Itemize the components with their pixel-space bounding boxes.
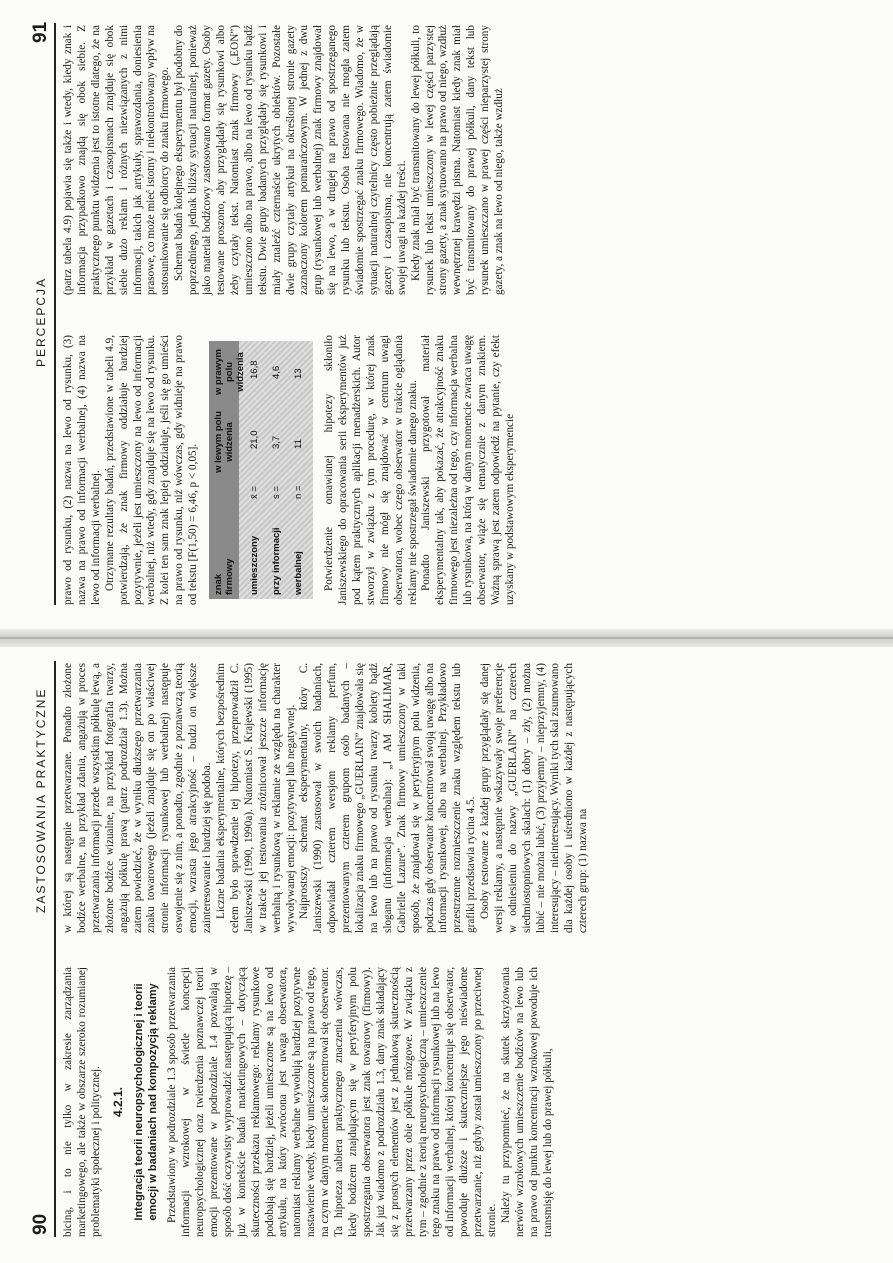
stat-symbol: s =	[271, 486, 283, 499]
table-corner-label: znak firmowy	[213, 558, 236, 595]
paragraph: (patrz tabela 4.9) pojawia się także i wtedy, kiedy znak i informacja przypadkowo znajdą się obok siebie. Z praktycznego punktu widzenia jest to istotne dlatego, że na przykład w gazetach i czasopismach znajduje się obok siebie dużo reklam i różnych niezwiązanych z nimi informacji, takich jak artykuły, sprawozdania, doniesienia prasowe, co może mieć istotny i niekontrolowany wpływ na ustosunkowanie się odbiorcy do znaku firmowego.	[62, 25, 172, 295]
paragraph: biciną, i to nie tylko w zakresie zarządzania marketingowego, ale także w obszarze szeroko rozumianej problematyki społecznej i politycznej.	[62, 967, 102, 1237]
book-gutter	[0, 629, 893, 647]
paragraph: Schemat badań kolejnego eksperymentu był podobny do poprzedniego, jednak bliższy sytuacji naturalnej, ponieważ jako materiał bodźcowy zastosowano format gazety. Osoby testowane proszono, aby przyglądały się rysunkowi albo żeby czytały tekst. Natomiast znak firmowy („EON”) umieszczono albo na prawo, albo na lewo od rysunku bądź tekstu. Dwie grupy badanych przyglądały się rysunkowi i miały znaleźć czternaście ukrytych obiektów. Pozostałe dwie grupy czytały artykuł na określonej stronie gazety zaznaczony kolorem pomarańczowym. W jednej z dwu grup (rysunkowej lub werbalnej) znak firmowy znajdował się na lewo, a w drugiej na prawo od spostrzeganego rysunku lub tekstu. Osoba testowana nie mogła zatem świadomie spostrzegać znaku firmowego. Wiadomo, że w sytuacji naturalnej czytelnicy często pobieżnie przeglądają gazety i czasopisma, nie koncentrują zatem świadomie swojej uwagi na każdej treści.	[173, 25, 408, 295]
text-column-left	[62, 967, 556, 1237]
table-row	[265, 341, 287, 599]
table-row	[287, 341, 309, 599]
cell-value: 3,7	[271, 435, 283, 449]
cell-value: 11	[293, 439, 305, 449]
cell-value: 13	[293, 368, 305, 379]
row-label: umieszczony	[249, 535, 261, 595]
cell-value: 21,0	[249, 430, 261, 449]
cell-value: 4,6	[271, 365, 283, 379]
paragraph: Liczne badania eksperymentalne, których bezpośrednim celem było sprawdzenie tej hipotezy, przeprowadził C. Janiszewski (1990, 1990a). Natomiast S. Krajewski (1995) w trakcie jej testowania zróżnicował jeszcze informację werbalną i rysunkową w reklamie ze względu na charakter wywoływanej emocji: pozytywnej lub negatywnej.	[214, 663, 297, 933]
paragraph: Osoby testowane z każdej grupy przyglądały się danej wersji reklamy, a następnie wskazywały swoje preferencje w odniesieniu do nazwy „GUERLAIN” na czterech siedmiostopniowych skalach: (1) dobry – zły, (2) można lubić – nie można lubić, (3) przyjemny – nieprzyjemny, (4) interesujący – nieinteresujący. Wyniki tych skal zsumowano dla każdej osoby i uśredniono w każdej z następujących czterech grup: (1) nazwa na	[479, 663, 589, 933]
running-head: ZASTOSOWANIA PRAKTYCZNE	[34, 687, 48, 913]
running-head: PERCEPCJA	[34, 276, 48, 367]
row-label: przy informacji	[271, 527, 283, 595]
left-page	[0, 647, 893, 1263]
right-page	[0, 0, 893, 629]
stat-symbol: n =	[293, 485, 305, 499]
paragraph: Należy tu przypomnieć, że na skutek skrzyżowania nerwów wzrokowych umieszczenie bodźców na lewo lub na prawo od punktu koncentracji wzrokowej powoduje ich transmisję do lewej lub do prawej półkuli,	[499, 967, 554, 1237]
table-header	[209, 341, 247, 599]
paragraph: Najprostszy schemat eksperymentalny, który C. Janiszewski (1990) zastosował w swoich badaniach, odpowiadał czterem wersjom reklamy perfum, prezentowanym czterem grupom osób badanych – lokalizacja znaku firmowego „GUERLAIN” znajdowała się na lewo lub na prawo od rysunku twarzy kobiety bądź sloganu (informacja werbalna): „I AM SHALIMAR, Gabrielle Lazure”. Znak firmowy umieszczony w taki sposób, że znajdował się w peryferyjnym polu widzenia, podczas gdy obserwator koncentrował swoją uwagę albo na informacji rysunkowej, albo na werbalnej. Przykładowo przestrzenne rozmieszczenie znaku względem tekstu lub grafiki przedstawia rycina 4.5.	[298, 663, 478, 933]
section-title: Integracja teorii neuropsychologicznej i teorii emocji w badaniach nad kompozycją reklamy	[133, 983, 159, 1221]
page-number: 91	[30, 21, 51, 43]
paragraph: Kiedy znak miał być transmitowany do lewej półkuli, to rysunek lub tekst umieszczony w lewej części parzystej strony gazety, a znak sytuowano na prawo od niego, wzdłuż wewnętrznej krawędzi pisma. Natomiast kiedy znak miał być transmitowany do prawej półkuli, dany tekst lub rysunek umieszczano w prawej części nieparzystej strony gazety, a znak na lewo od niego, także wzdłuż	[409, 25, 506, 295]
text-column-left	[62, 335, 518, 605]
table-row	[243, 341, 265, 599]
paragraph: Przedstawiony w podrozdziale 1.3 sposób przetwarzania informacji wzrokowej w świetle koncepcji neuropsychologicznej oraz twierdzenia poznawczej teorii emocji prezentowane w podrozdziale 1.4 pozwalają w sposób dość oczywisty wyprowadzić następującą hipotezę – już w kontekście badań marketingowych – dotyczącą skuteczności przekazu reklamowego: reklamy rysunkowe podobają się bardziej, jeżeli umieszczone są na lewo od artykułu, na który zwrócona jest uwaga obserwatora, natomiast reklamy werbalne wywołują bardziej pozytywne nastawienie wtedy, kiedy umieszczone są na prawo od tego, na czym w danym momencie skoncentrował się obserwator. Ta hipoteza nabiera praktycznego znaczenia wówczas, kiedy bodźcem znajdującym się w peryferyjnym polu spostrzegania obserwatora jest znak towarowy (firmowy). Jak już wiadomo z podrozdziału 1.3, dany znak składający się z prostych elementów jest z jednakową skutecznością przetwarzany przez obie półkule mózgowe. W związku z tym – zgodnie z teorią neuropsychologiczną – umieszczenie tego znaku na prawo od informacji rysunkowej lub na lewo od informacji werbalnej, której koncentruje się obserwator, powoduje dłuższe i skuteczniejsze jego nieświadome przetwarzanie, niż gdyby został umieszczony po przeciwnej stronie.	[166, 967, 499, 1237]
cell-value: 16,8	[249, 360, 261, 379]
column-header: w lewym polu widzenia	[213, 411, 236, 473]
paragraph: Potwierdzenie omawianej hipotezy skłoniło Janiszewskiego do opracowania serii eksperymentów już pod kątem praktycznych aplikacji menadżerskich. Autor stworzył w związku z tym procedurę, w której znak firmowy nie mógł się znajdować w centrum uwagi obserwatora, wobec czego obserwator w trakcie oglądania reklamy nie spostrzegał świadomie danego znaku.	[323, 335, 419, 605]
page-number: 90	[30, 1213, 51, 1235]
stat-symbol: x̄ =	[249, 486, 261, 499]
text-column-right	[62, 25, 507, 295]
paragraph: prawo od rysunku, (2) nazwa na lewo od rysunku, (3) nazwa na prawo od informacji werbalnej, (4) nazwa na lewo od informacji werbalnej.	[62, 335, 102, 605]
header-rule	[54, 661, 56, 1237]
section-heading	[112, 967, 161, 1237]
paragraph: w której są następnie przetwarzane. Ponadto złożone bodźce werbalne, na przykład zdania, angażują w proces przetwarzania informacji przede wszystkim półkulę lewą, a złożone bodźce wizualne, na przykład fotografia twarzy, angażują półkulę prawą (patrz podrozdział 1.3). Można zatem powiedzieć, że w wyniku dłuższego przetwarzania znaku towarowego (jeżeli znajduje się on po właściwej stronie informacji rysunkowej lub werbalnej) następuje oswojenie się z nim, a ponadto, zgodnie z poznawczą teorią emocji, wzrasta jego atrakcyjność – budzi on większe zainteresowanie i bardziej się podoba.	[62, 663, 214, 933]
results-table	[209, 341, 313, 599]
paragraph: Ponadto Janiszewski przygotował materiał eksperymentalny tak, aby pokazać, że atrakcyjność znaku firmowego jest niezależna od tego, czy informacja werbalna lub rysunkowa, na którą w danym momencie zwraca uwagę obserwator, wiąże się tematycznie z danym znakiem. Ważną sprawą jest zatem odpowiedź na pytanie, czy efekt uzyskany w podstawowym eksperymencie	[420, 335, 516, 605]
header-rule	[54, 23, 56, 605]
section-number: 4.2.1.	[110, 1086, 125, 1118]
row-label: werbalnej	[293, 551, 305, 595]
text-column-right	[62, 663, 590, 933]
paragraph: Otrzymane rezultaty badań, przedstawione w tabeli 4.9, potwierdzają, że znak firmowy oddziałuje bardziej pozytywnie, jeżeli jest umieszczony na lewo od informacji werbalnej, niż wtedy, gdy znajduje się na lewo od rysunku. Z kolei ten sam znak lepiej oddziałuje, jeśli się go umieści na prawo od rysunku, niż wówczas, gdy widnieje na prawo od tekstu [F(1,50) = 6,46, p < 0,05].	[103, 335, 200, 605]
column-header: w prawym polu widzenia	[213, 349, 247, 395]
